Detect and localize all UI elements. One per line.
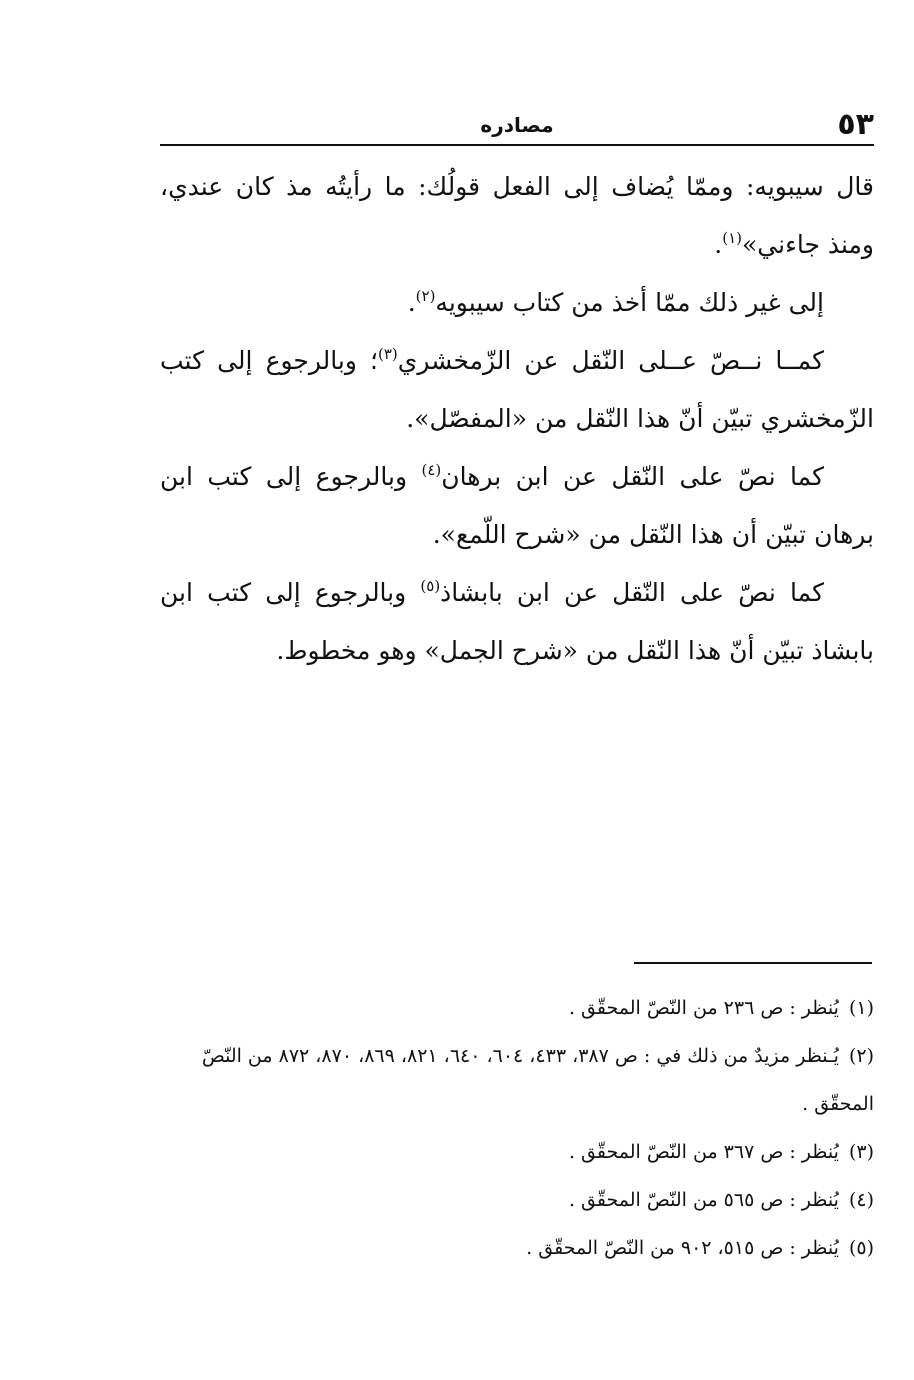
header-rule [160, 144, 874, 146]
footnote-ref-3: (٣) [378, 345, 398, 363]
footnote-3 [160, 1128, 874, 1176]
page-number: ٥٣ [837, 107, 874, 142]
body-paragraph-2: إلى غير ذلك ممّا أخذ من كتاب سيبويه$^{(٢)}$. [407, 287, 824, 317]
footnote-5 [160, 1224, 874, 1272]
footnote-text: يُنظر : ص ٥١٥، ٩٠٢ من النّصّ المحقّق . [526, 1237, 839, 1259]
body-text [160, 158, 874, 680]
footnote-marker: (٢) [848, 1045, 874, 1067]
body-paragraph-1: قال سيبويه: وممّا يُضاف إلى الفعل قولُك: ما رأيتُه مذ كان عندي، ومنذ جاءني»$^{(١)}$. [160, 172, 874, 259]
body-paragraph-4: كما نصّ على النّقل عن ابن برهان$^{(٤)}$ وبالرجوع إلى كتب ابن برهان تبيّن أن هذا النّقل من «شرح اللّمع». [160, 461, 874, 549]
footnote-text: يُنظر : ص ٣٦٧ من النّصّ المحقّق . [568, 1141, 839, 1163]
footnote-ref-2: (٢) [415, 287, 436, 305]
footnote-marker: (٥) [848, 1237, 874, 1259]
footnotes [160, 984, 874, 1272]
footnote-text: يُنظر : ص ٥٦٥ من النّصّ المحقّق . [568, 1189, 839, 1211]
footnote-4 [160, 1176, 874, 1224]
body-paragraph-3: كمــا نــصّ عــلى النّقل عن الزّمخشري$^{(٣)}$؛ وبالرجوع إلى كتب الزّمخشري تبيّن أنّ هذا النّقل من «المفصّل». [160, 345, 874, 433]
footnote-2 [160, 1032, 874, 1128]
page-header [160, 104, 874, 146]
footnote-marker: (٤) [848, 1189, 874, 1211]
footnote-1 [160, 984, 874, 1032]
running-title: مصادره [480, 113, 554, 137]
footnote-ref-4: (٤) [421, 461, 442, 479]
footnote-text: يُـنظر مزيدٌ من ذلك في : ص ٣٨٧، ٤٣٣، ٦٠٤، ٦٤٠، ٨٢١، ٨٦٩، ٨٧٠، ٨٧٢ من النّصّ المحقّق . [201, 1045, 874, 1115]
footnote-marker: (٣) [848, 1141, 874, 1163]
body-paragraph-5: كما نصّ على النّقل عن ابن بابشاذ$^{(٥)}$ وبالرجوع إلى كتب ابن بابشاذ تبيّن أنّ هذا النّقل من «شرح الجمل» وهو مخطوط. [160, 577, 874, 665]
footnote-rule [634, 962, 872, 964]
footnote-ref-1: (١) [722, 229, 742, 247]
footnote-marker: (١) [848, 997, 874, 1019]
footnote-text: يُنظر : ص ٢٣٦ من النّصّ المحقّق . [568, 997, 839, 1019]
footnote-ref-5: (٥) [420, 577, 441, 595]
